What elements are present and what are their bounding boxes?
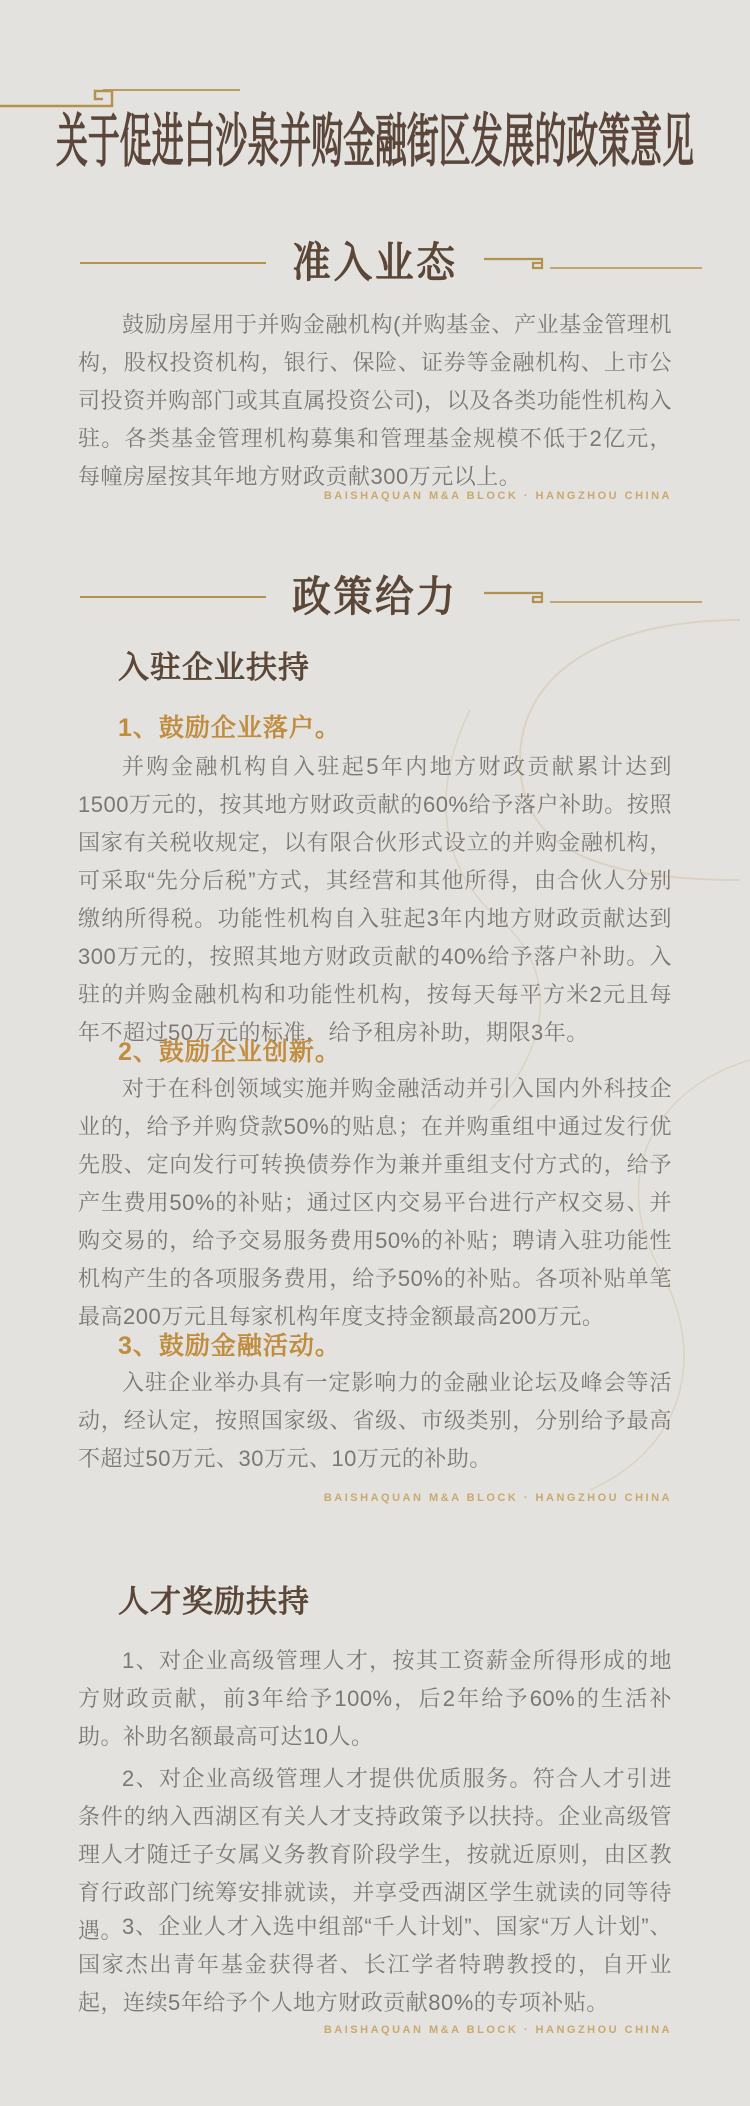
- watermark-text: BAISHAQUAN M&A BLOCK · HANGZHOU CHINA: [323, 1492, 672, 1504]
- policy-item-label: 1、鼓励企业落户。: [118, 714, 341, 742]
- meander-flourish-line-icon: [484, 252, 702, 274]
- section-title: 政策给力: [292, 573, 458, 620]
- meander-flourish-line-icon: [484, 586, 702, 608]
- page-title-row: [0, 110, 750, 174]
- subsection-title-talent-reward: 人才奖励扶持: [118, 1584, 310, 1619]
- policy-item-text: 对于在科创领域实施并购金融活动并引入国内外科技企业的，给予并购贷款50%的贴息；在并购重组中通过发行优先股、定向发行可转换债券作为兼并重组支付方式的，给予产生费用50%的补贴；通过区内交易平台进行产权交易、并购交易的，给予交易服务费用50%的补贴；聘请入驻功能性机构产生的各项服务费用，给予50%的补贴。各项补贴单笔最高200万元且每家机构年度支持金额最高200万元。: [78, 1076, 672, 1329]
- subsection-title-enterprise-support: 入驻企业扶持: [118, 650, 310, 685]
- policy-item-text: 入驻企业举办具有一定影响力的金融业论坛及峰会等活动，经认定，按照国家级、省级、市级类别，分别给予最高不超过50万元、30万元、10万元的补助。: [78, 1370, 672, 1471]
- talent-paragraph: 3、企业人才入选中组部“千人计划”、国家“万人计划”、国家杰出青年基金获得者、长江学者特聘教授的，自开业起，连续5年给予个人地方财政贡献80%的专项补贴。: [78, 1914, 672, 2015]
- policy-item-label: 3、鼓励金融活动。: [118, 1332, 341, 1360]
- policy-item-text: 并购金融机构自入驻起5年内地方财政贡献累计达到1500万元的，按其地方财政贡献的60%给予落户补助。按照国家有关税收规定，以有限合伙形式设立的并购金融机构，可采取“先分后税”方式，其经营和其他所得，由合伙人分别缴纳所得税。功能性机构自入驻起3年内地方财政贡献达到300万元的，按照其地方财政贡献的40%给予落户补助。入驻的并购金融机构和功能性机构，按每天每平方米2元且每年不超过50万元的标准，给予租房补助，期限3年。: [78, 754, 672, 1045]
- policy-item-label: 2、鼓励企业创新。: [118, 1038, 341, 1066]
- watermark-text: BAISHAQUAN M&A BLOCK · HANGZHOU CHINA: [323, 490, 672, 502]
- section-header-policy: [0, 574, 750, 620]
- page-title: 关于促进白沙泉并购金融街区发展的政策意见: [56, 109, 695, 174]
- watermark-text: BAISHAQUAN M&A BLOCK · HANGZHOU CHINA: [323, 2024, 672, 2036]
- section-access-paragraph: 鼓励房屋用于并购金融机构(并购基金、产业基金管理机构，股权投资机构，银行、保险、证券等金融机构、上市公司投资并购部门或其直属投资公司)，以及各类功能性机构入驻。各类基金管理机构募集和管理基金规模不低于2亿元，每幢房屋按其年地方财政贡献300万元以上。: [78, 312, 672, 489]
- section-title: 准入业态: [292, 239, 458, 286]
- section-header-access: [0, 240, 750, 286]
- talent-paragraph: 2、对企业高级管理人才提供优质服务。符合人才引进条件的纳入西湖区有关人才支持政策予以扶持。企业高级管理人才随迁子女属义务教育阶段学生，按就近原则，由区教育行政部门统筹安排就读，并享受西湖区学生就读的同等待遇。: [78, 1766, 672, 1943]
- talent-paragraph: 1、对企业高级管理人才，按其工资薪金所得形成的地方财政贡献，前3年给予100%，后2年给予60%的生活补助。补助名额最高可达10人。: [78, 1648, 672, 1749]
